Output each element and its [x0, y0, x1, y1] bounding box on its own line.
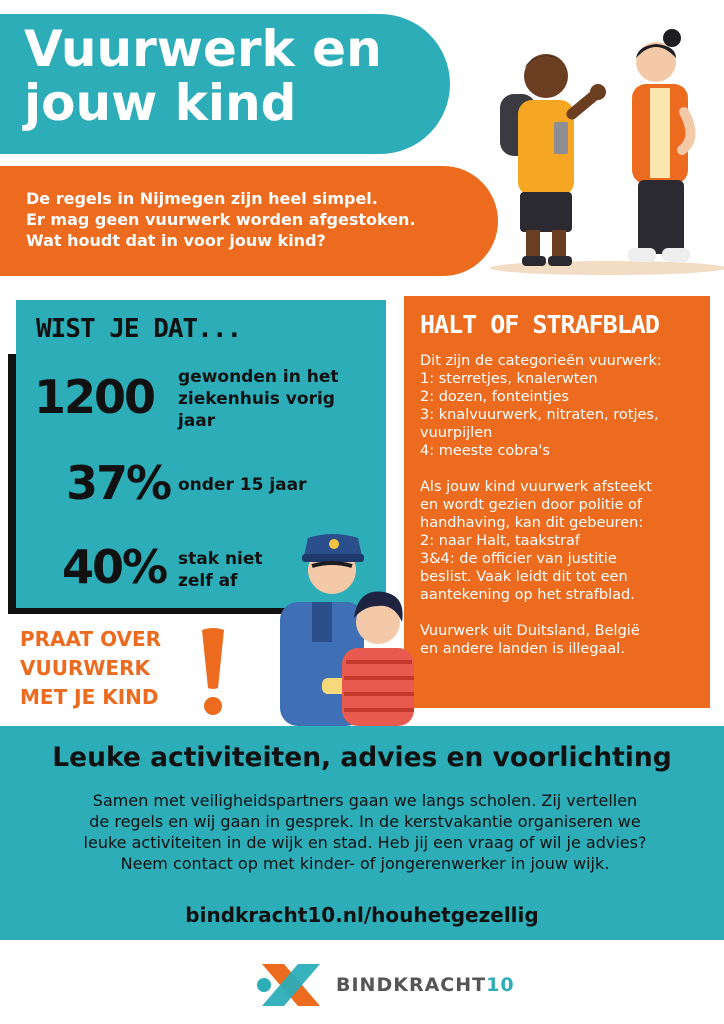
- activities-title: Leuke activiteiten, advies en voorlichting: [52, 742, 672, 773]
- halt-body: Dit zijn de categorieën vuurwerk: 1: sterretjes, knalerwten 2: dozen, fonteintjes 3: knalvuurwerk, nitraten, rotjes, vuurpijlen 4: meeste cobra's Als jouw kind vuurwerk afsteekt en wordt gezien door politie of handhaving, kan dit gebeuren: 2: naar Halt, taakstraf 3&4: de officier van justitie beslist. Vaak leidt dit tot een aantekening op het strafblad. Vuurwerk uit Duitsland, België en andere landen is illegaal.: [420, 353, 662, 657]
- kids-talking-illustration: [478, 22, 724, 276]
- police-officer-with-child-illustration: [272, 530, 422, 726]
- stat-value-40: 40%: [62, 540, 167, 594]
- title-line-2: jouw kind: [24, 74, 297, 132]
- website-link[interactable]: bindkracht10.nl/houhetgezellig: [185, 903, 539, 927]
- bindkracht10-logo-text: BINDKRACHT10: [336, 974, 515, 996]
- intro-line-3: Wat houdt dat in voor jouw kind?: [26, 231, 326, 250]
- stat-value-37: 37%: [66, 456, 171, 510]
- stat-label-1200: gewonden in het ziekenhuis vorig jaar: [178, 367, 339, 431]
- exclamation-mark-icon: [196, 626, 230, 718]
- stat-label-37: onder 15 jaar: [178, 475, 307, 495]
- stats-title: WIST JE DAT...: [36, 314, 242, 344]
- talk-callout: PRAAT OVER VUURWERK MET JE KIND: [20, 627, 162, 709]
- intro-text: [26, 188, 496, 251]
- title-line-1: Vuurwerk en: [24, 20, 382, 78]
- intro-line-1: De regels in Nijmegen zijn heel simpel.: [26, 189, 378, 208]
- intro-line-2: Er mag geen vuurwerk worden afgestoken.: [26, 210, 416, 229]
- halt-title: HALT OF STRAFBLAD: [420, 310, 659, 339]
- activities-body: Samen met veiligheidspartners gaan we langs scholen. Zij vertellen de regels en wij gaan in gesprek. In de kerstvakantie organiseren we leuke activiteiten in de wijk en stad. Heb jij een vraag of wil je advies? Neem contact op met kinder- of jongerenwerker in jouw wijk.: [83, 791, 647, 873]
- stat-value-1200: 1200: [34, 370, 155, 424]
- page-title: [24, 22, 444, 130]
- stat-label-40: stak niet zelf af: [178, 549, 263, 591]
- bindkracht10-logo-icon: [254, 956, 328, 1014]
